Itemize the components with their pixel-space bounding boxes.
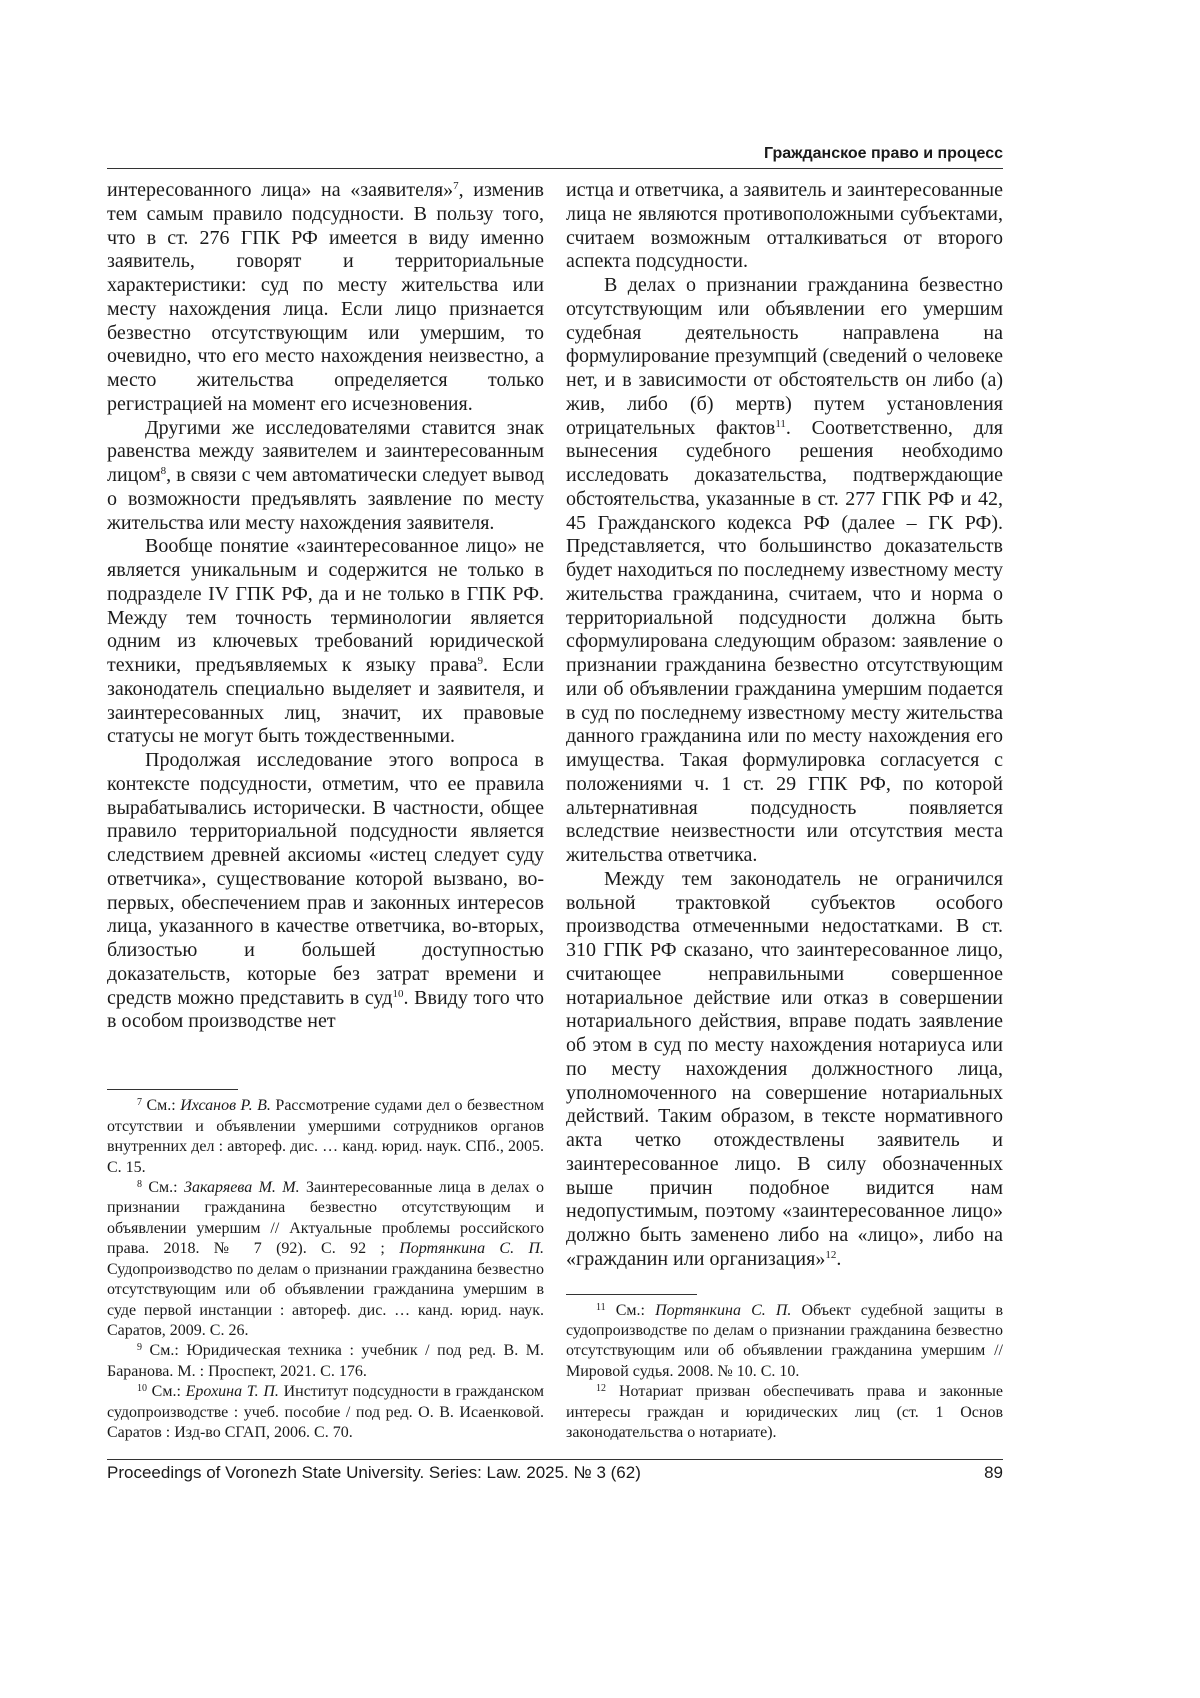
- text-run: См.:: [142, 1097, 180, 1114]
- text-run: . Соответственно, для вынесения судебного решения необходимо исследовать доказательства, подтверждающие обстоятельства, указанные в ст. 277 ГПК РФ и 42, 45 Гражданского кодекса РФ (далее – ГК РФ). Представляется, что большинство доказательств будет находиться по последнему известному месту жительства гражданина, считаем, что и норма о территориальной подсудности должна быть сформулирована следующим образом: заявление о признании гражданина безвестно отсутствующим или об объявлении гражданина умершим подается в суд по последнему известному месту жительства данного гражданина или по месту нахождения его имущества. Такая формулировка согласуется с положениями ч. 1 ст. 29 ГПК РФ, по которой альтернативная подсудность появляется вследствие неизвестности или отсутствия места жительства ответчика.: [566, 417, 1003, 867]
- text-run: Нотариат призван обеспечивать права и законные интересы граждан и юридических лиц (ст. 1 Основ законодательства о нотариате).: [566, 1383, 1003, 1441]
- text-run: Рассмотрение судами дел о безвестном отсутствии и объявлении умершими сотрудников органов внутренних дел : автореф. дис. … канд. юрид. наук. СПб., 2005. С. 15.: [107, 1097, 544, 1175]
- text-run: интересованного лица» на «заявителя»: [107, 179, 453, 201]
- text-run: См.: Юридическая техника : учебник / под ред. В. М. Баранова. М. : Проспект, 2021. С. 176.: [107, 1342, 544, 1379]
- text-run: .: [836, 1248, 841, 1270]
- text-run: Судопроизводство по делам о признании гражданина безвестно отсутствующим или об объявлении гражданина умершим в суде первой инстанции : автореф. дис. … канд. юрид. наук. Саратов, 2009. С. 26.: [107, 1261, 544, 1339]
- text-run: Продолжая исследование этого вопроса в контексте подсудности, отметим, что ее правила вырабатывались исторически. В частности, общее правило территориальной подсудности является следствием древней аксиомы «истец следует суду ответчика», существование которой вызвано, во-первых, обеспечением прав и законных интересов лица, указанного в качестве ответчика, во-вторых, близостью и большей доступностью доказательств, которые без затрат времени и средств можно представить в суд: [107, 749, 544, 1009]
- footnote-ref: 8: [161, 465, 167, 477]
- text-run: См.:: [142, 1179, 184, 1196]
- footnote-ref: 9: [137, 1342, 142, 1353]
- footnote-ref: 12: [825, 1249, 836, 1261]
- paragraph: [107, 179, 544, 417]
- footnote-ref: 8: [137, 1179, 142, 1190]
- text-run: Между тем законодатель не ограничился вольной трактовкой субъектов особого производства отмеченными недостатками. В ст. 310 ГПК РФ сказано, что заинтересованное лицо, считающее неправильными совершенное нотариальное действие или отказ в совершении нотариального действия, вправе подать заявление об этом в суд по месту нахождения нотариуса или по месту нахождения должностного лица, уполномоченного на совершение нотариальных действий. Таким образом, в тексте нормативного акта четко отождествлены заявитель и заинтересованное лицо. В силу обозначенных выше причин подобное видится нам недопустимым, поэтому «заинтересованное лицо» должно быть заменено либо на «лицо», либо на «гражданин или организация»: [566, 868, 1003, 1270]
- right-footnote-block: [566, 1272, 1003, 1444]
- running-header-section-title: Гражданское право и процесс: [107, 144, 1003, 164]
- footnote-divider-right: [566, 1294, 697, 1295]
- footnote-divider-left: [107, 1089, 238, 1090]
- paragraph: [566, 274, 1003, 868]
- right-footnotes: [566, 1301, 1003, 1444]
- text-run: . Ввиду того что в особом производстве нет: [107, 987, 544, 1033]
- text-run: , в связи с чем автоматически следует вывод о возможности предъявлять заявление по месту жительства или месту нахождения заявителя.: [107, 464, 544, 534]
- text-run: Другими же исследователями ставится знак равенства между заявителем и заинтересованным лицом: [107, 417, 544, 487]
- footnote: [107, 1382, 544, 1443]
- two-column-layout: [107, 179, 1003, 1443]
- footnote: [107, 1096, 544, 1178]
- author-name: Портянкина С. П.: [655, 1302, 791, 1319]
- footnote: [107, 1178, 544, 1341]
- text-run: Институт подсудности в гражданском судопроизводстве : учеб. пособие / под ред. О. В. Исаенковой. Саратов : Изд-во СГАП, 2006. С. 70.: [107, 1383, 544, 1441]
- page-number: 89: [984, 1462, 1003, 1484]
- footnote-ref: 9: [478, 655, 484, 667]
- paragraph: [107, 535, 544, 749]
- text-run: Объект судебной защиты в судопроизводстве по делам о признании гражданина безвестно отсутствующим или об объявлении гражданина умершим // Мировой судья. 2008. № 10. С. 10.: [566, 1302, 1003, 1380]
- paragraph: [566, 179, 1003, 274]
- right-column-body: [566, 179, 1003, 1272]
- text-run: , изменив тем самым правило подсудности. В пользу того, что в ст. 276 ГПК РФ имеется в виду именно заявитель, говорят и территориальные характеристики: суд по месту жительства или месту нахождения лица. Если лицо признается безвестно отсутствующим или умершим, то очевидно, что его место нахождения неизвестно, а место жительства определяется только регистрацией на момент его исчезновения.: [107, 179, 544, 415]
- paragraph: [566, 868, 1003, 1272]
- left-footnotes: [107, 1096, 544, 1443]
- footnote-ref: 7: [137, 1097, 142, 1108]
- footnote: [566, 1382, 1003, 1443]
- text-run: См.:: [606, 1302, 655, 1319]
- author-name: Ерохина Т. П.: [186, 1383, 279, 1400]
- footnote-ref: 11: [596, 1302, 606, 1313]
- footnote-ref: 7: [453, 180, 459, 192]
- page-footer: [107, 1459, 1003, 1484]
- paragraph: [107, 417, 544, 536]
- footnote-ref: 11: [775, 418, 786, 430]
- footnote-ref: 12: [596, 1383, 606, 1394]
- text-run: Заинтересованные лица в делах о признании гражданина безвестно отсутствующим и объявлении умершим // Актуальные проблемы российского права. 2018. № 7 (92). С. 92 ;: [107, 1179, 544, 1257]
- left-footnote-block: [107, 1067, 544, 1443]
- footnote: [566, 1301, 1003, 1383]
- author-name: Закаряева М. М.: [184, 1179, 300, 1196]
- text-run: В делах о признании гражданина безвестно отсутствующим или объявлении его умершим судебная деятельность направлена на формулирование презумпций (сведений о человеке нет, и в зависимости от обстоятельств он либо (а) жив, либо (б) мертв) путем установления отрицательных фактов: [566, 274, 1003, 439]
- author-name: Ихсанов Р. В.: [180, 1097, 271, 1114]
- text-run: Вообще понятие «заинтересованное лицо» не является уникальным и содержится не только в подразделе IV ГПК РФ, да и не только в ГПК РФ. Между тем точность терминологии является одним из ключевых требований юридической техники, предъявляемых к языку права: [107, 535, 544, 676]
- left-column-body: [107, 179, 544, 1034]
- footnote: [107, 1341, 544, 1382]
- right-column: [566, 179, 1003, 1443]
- footnote-ref: 10: [137, 1383, 147, 1394]
- text-run: истца и ответчика, а заявитель и заинтересованные лица не являются противоположными субъектами, считаем возможным отталкиваться от второго аспекта подсудности.: [566, 179, 1003, 272]
- author-name: Портянкина С. П.: [399, 1240, 544, 1257]
- footnote-ref: 10: [392, 988, 403, 1000]
- header-divider: [107, 168, 1003, 169]
- text-run: См.:: [147, 1383, 186, 1400]
- paragraph: [107, 749, 544, 1034]
- footer-journal-title: Proceedings of Voronezh State University. Series: Law. 2025. № 3 (62): [107, 1462, 641, 1484]
- left-column: [107, 179, 544, 1443]
- page: [107, 0, 1003, 1484]
- text-run: . Если законодатель специально выделяет и заявителя, и заинтересованных лиц, значит, их правовые статусы не могут быть тождественными.: [107, 654, 544, 747]
